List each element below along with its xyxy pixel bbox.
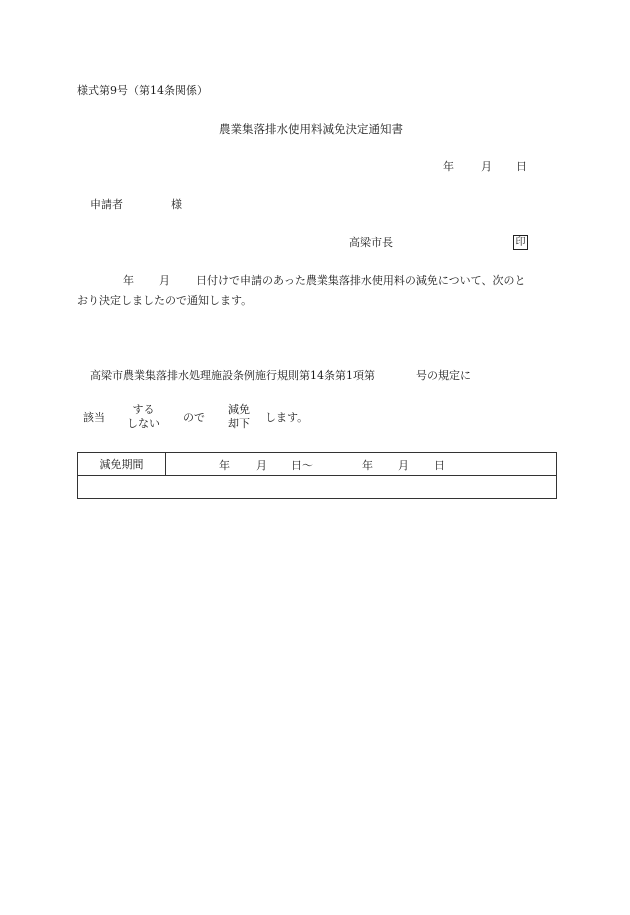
decision-option-stack-2 <box>228 403 250 431</box>
to-day: 日 <box>434 459 445 472</box>
date-month: 月 <box>481 160 492 173</box>
decision-option-stack-1 <box>127 403 160 431</box>
applicant-honorific: 様 <box>171 198 182 211</box>
from-year: 年 <box>219 459 230 472</box>
document-title: 農業集落排水使用料減免決定通知書 <box>219 122 403 136</box>
period-label: 減免期間 <box>78 453 166 476</box>
seal-mark: 印 <box>513 235 528 250</box>
from-month: 月 <box>256 459 267 472</box>
decision-ending: します。 <box>265 411 309 424</box>
from-day: 日～ <box>291 459 313 472</box>
regulation-suffix: 号の規定に <box>416 369 471 382</box>
option-exempt: 減免 <box>228 403 250 416</box>
option-no: しない <box>127 417 160 430</box>
body-line2: おり決定しましたので通知します。 <box>77 294 253 307</box>
form-number: 様式第9号（第14条関係） <box>77 84 208 97</box>
regulation-text: 高梁市農業集落排水処理施設条例施行規則第14条第1項第 <box>90 369 375 382</box>
to-month: 月 <box>398 459 409 472</box>
body-line1: 日付けで申請のあった農業集落排水使用料の減免について、次のと <box>196 274 526 287</box>
issuer-name: 高梁市長 <box>349 236 393 249</box>
period-empty-row <box>78 476 557 499</box>
option-reject: 却下 <box>228 417 250 430</box>
to-year: 年 <box>362 459 373 472</box>
period-table <box>77 452 557 499</box>
decision-connector: ので <box>183 411 205 424</box>
applicant-label: 申請者 <box>90 198 123 211</box>
decision-applicable: 該当 <box>83 411 105 424</box>
option-yes: する <box>132 403 155 416</box>
body-year: 年 <box>123 274 134 287</box>
period-row <box>78 453 557 476</box>
period-notes-cell <box>78 476 557 499</box>
body-month: 月 <box>159 274 170 287</box>
date-year: 年 <box>443 160 454 173</box>
period-dates <box>166 453 557 476</box>
date-day: 日 <box>516 160 527 173</box>
